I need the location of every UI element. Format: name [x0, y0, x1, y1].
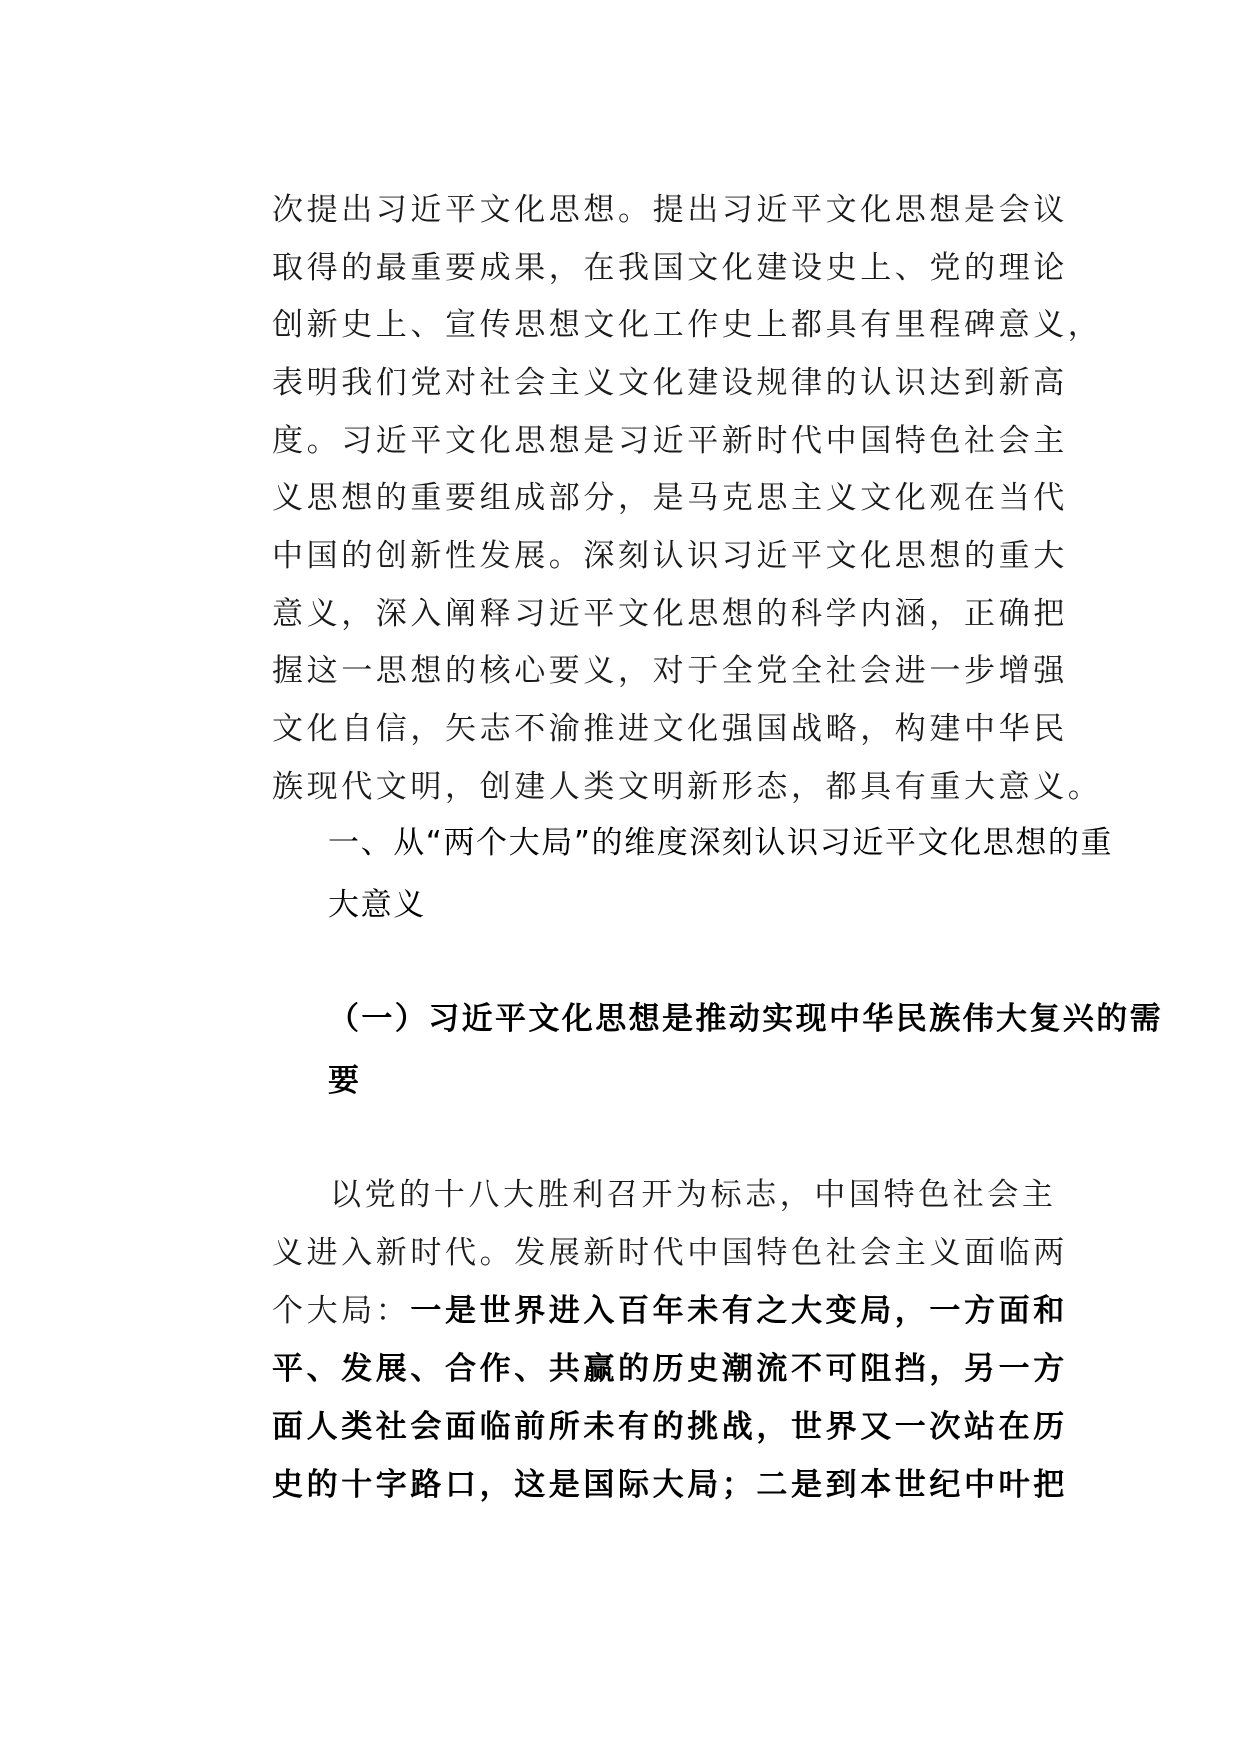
- intro-line-4: 表明我们党对社会主义文化建设规律的认识达到新高: [272, 365, 1068, 401]
- section-heading-line-1: 一、从“两个大局”的维度深刻认识习近平文化思想的重: [328, 825, 1114, 861]
- intro-line-7: 中国的创新性发展。深刻认识习近平文化思想的重大: [272, 538, 1068, 574]
- subsection-heading-line-2: 要: [328, 1063, 362, 1099]
- intro-line-3: 创新史上、宣传思想文化工作史上都具有里程碑意义，: [272, 307, 1103, 343]
- intro-line-8: 意义，深入阐释习近平文化思想的科学内涵，正确把: [272, 596, 1068, 632]
- intro-line-6: 义思想的重要组成部分，是马克思主义文化观在当代: [272, 480, 1068, 516]
- intro-line-1: 次提出习近平文化思想。提出习近平文化思想是会议: [272, 192, 1068, 228]
- intro-line-11: 族现代文明，创建人类文明新形态，都具有重大意义。: [272, 769, 1103, 805]
- subsection-heading-line-1: （一）习近平文化思想是推动实现中华民族伟大复兴的需: [328, 1001, 1163, 1037]
- body-line-3: [272, 1288, 1068, 1334]
- intro-line-10: 文化自信，矢志不渝推进文化强国战略，构建中华民: [272, 711, 1068, 747]
- body-line-2: 义进入新时代。发展新时代中国特色社会主义面临两: [272, 1235, 1068, 1271]
- intro-line-2: 取得的最重要成果，在我国文化建设史上、党的理论: [272, 250, 1068, 286]
- body-line-3-normal: 个大局：: [272, 1293, 411, 1329]
- section-heading-line-2: 大意义: [328, 887, 426, 923]
- body-line-3-bold: 一是世界进入百年未有之大变局，一方面和: [410, 1293, 1068, 1329]
- intro-line-9: 握这一思想的核心要义，对于全党全社会进一步增强: [272, 653, 1068, 689]
- intro-line-5: 度。习近平文化思想是习近平新时代中国特色社会主: [272, 423, 1068, 459]
- body-line-4: 平、发展、合作、共赢的历史潮流不可阻挡，另一方: [272, 1351, 1068, 1387]
- body-line-1: 以党的十八大胜利召开为标志，中国特色社会主: [330, 1177, 1057, 1213]
- body-line-6: 史的十字路口，这是国际大局；二是到本世纪中叶把: [272, 1467, 1068, 1503]
- body-line-5: 面人类社会面临前所未有的挑战，世界又一次站在历: [272, 1409, 1068, 1445]
